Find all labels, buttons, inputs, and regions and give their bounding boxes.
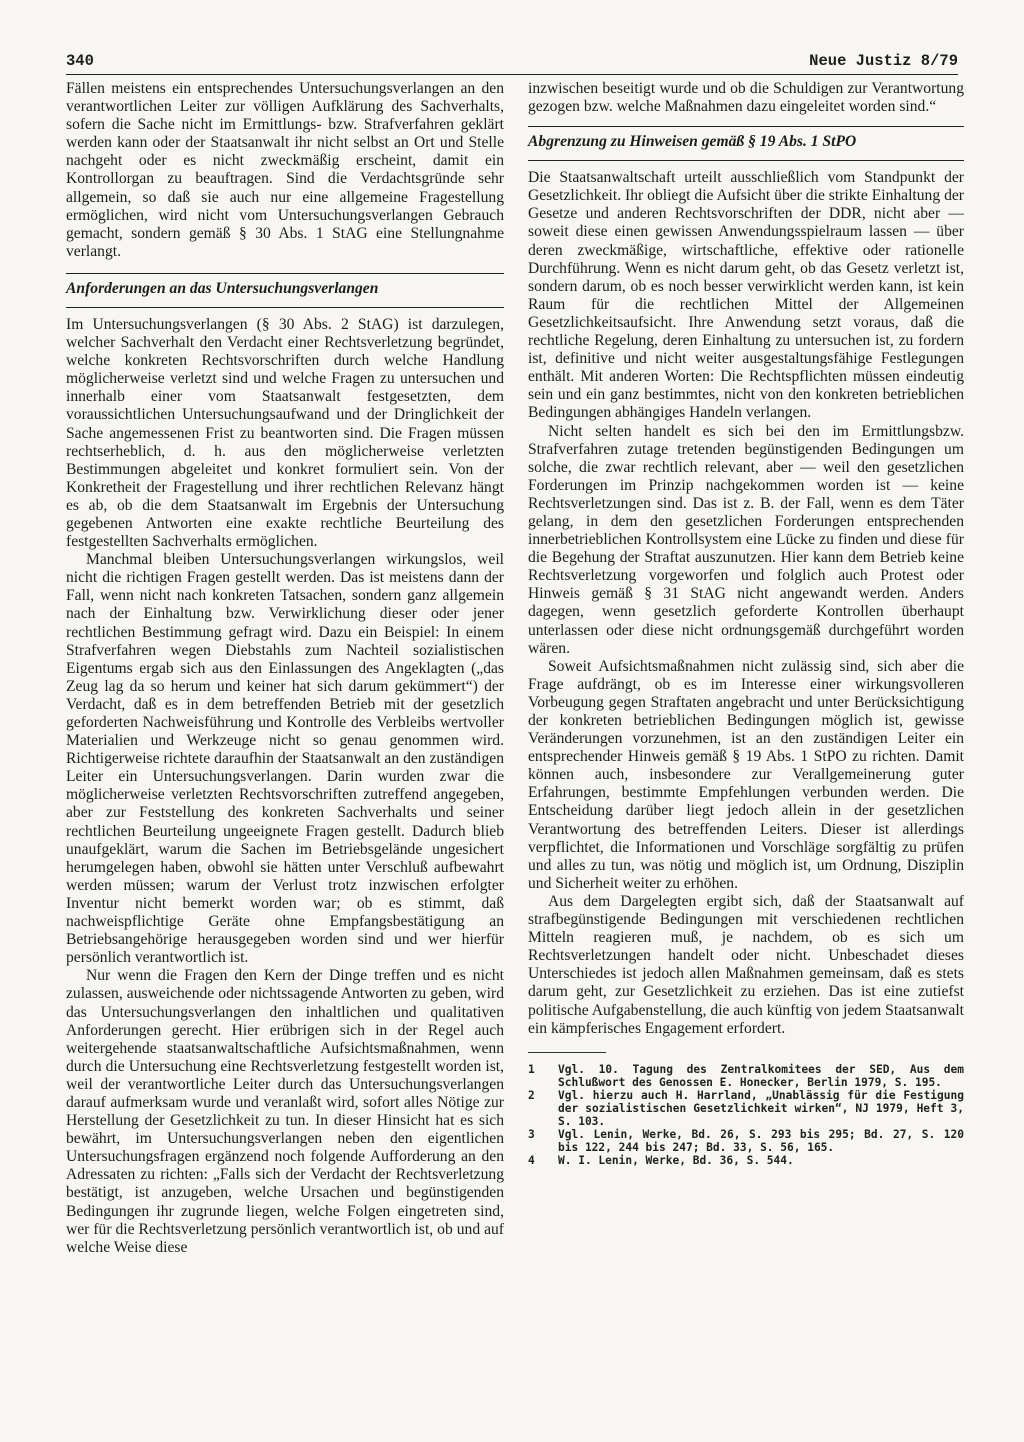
paragraph: Fällen meistens ein entsprechendes Untersuchungsverlangen an den verantwortlichen Leiter zur völligen Aufklärung des Sachverhalts, sofern die Sache nicht im Ermittlungs- bzw. Strafverfahren geklärt werden kann oder der Staatsanwalt ihr nicht selbst an Ort und Stelle nachgeht oder es nicht zweckmäßig erscheint, damit ein Kontrollorgan zu beauftragen. Sind die Verdachtsgründe sehr allgemein, so daß sie auch nur eine allgemeine Fragestellung ermöglichen, wird nicht vom Untersuchungsverlangen Gebrauch gemacht, sondern gemäß § 30 Abs. 1 StAG eine Stellungnahme verlangt. (66, 80, 504, 260)
footnote (528, 1154, 964, 1167)
footnote-number: 2 (528, 1088, 535, 1102)
right-column (528, 80, 964, 1167)
footnote-number: 3 (528, 1127, 535, 1141)
footnote (528, 1128, 964, 1154)
section-heading: Anforderungen an das Untersuchungsverlangen (66, 273, 504, 308)
paragraph: Die Staatsanwaltschaft urteilt ausschließlich vom Standpunkt der Gesetzlichkeit. Ihr obliegt die Aufsicht über die strikte Einhaltung der Gesetze und anderen Rechtsvorschriften der DDR, nicht aber — soweit diese einen gewissen Anwendungsspielraum lassen — über deren zweckmäßige, wirtschaftliche, effektive oder rationelle Durchführung. Wenn es nicht darum geht, ob das Gesetz verletzt ist, sondern darum, ob es noch besser verwirklicht werden kann, ist kein Raum für die rechtlichen Mittel der Allgemeinen Gesetzlichkeitsaufsicht. Ihre Anwendung setzt voraus, daß die rechtliche Regelung, deren Einhaltung zu untersuchen ist, zu fordern ist, definitive und nicht weiter ausgestaltungsfähige Festlegungen enthält. Mit anderen Worten: Die Rechtspflichten müssen eindeutig sein und ein ganz bestimmtes, nicht von den konkreten betrieblichen Bedingungen abhängiges Handeln verlangen. (528, 169, 964, 422)
footnote-number: 1 (528, 1062, 535, 1076)
footnote-text: W. I. Lenin, Werke, Bd. 36, S. 544. (558, 1153, 794, 1167)
paragraph: Manchmal bleiben Untersuchungsverlangen wirkungslos, weil nicht die richtigen Fragen gestellt werden. Das ist meistens dann der Fall, wenn nicht nach konkreten Tatsachen, sondern ganz allgemein nach der Einhaltung bzw. Verwirklichung dieser oder jener rechtlichen Bestimmung gefragt wird. Dazu ein Beispiel: In einem Strafverfahren wegen Diebstahls zum Nachteil sozialistischen Eigentums ergab sich aus den Einlassungen des Angeklagten („das Zeug lag da so herum und keiner hat sich darum gekümmert“) der Verdacht, daß es in dem betreffenden Betrieb mit der gesetzlich geforderten Nachweisführung und Kontrolle des Verbleibs wertvoller Materialien und Werkzeuge nicht so genau genommen wird. Richtigerweise richtete daraufhin der Staatsanwalt an den zuständigen Leiter ein Untersuchungsverlangen. Darin wurden zwar die möglicherweise verletzten Rechtsvorschriften zutreffend angegeben, aber zur Feststellung des konkreten Sachverhalts und seiner rechtlichen Beurteilung ungeeignete Fragen gestellt. Dadurch blieb unaufgeklärt, warum die Sachen im Betriebsgelände ungesichert herumgelegen haben, obwohl sie hätten unter Verschluß aufbewahrt werden müssen; warum der Verlust trotz inzwischen erfolgter Inventur nicht bemerkt worden war; ob es stimmt, daß nachweispflichtige Geräte ohne Empfangsbestätigung an Betriebsangehörige herausgegeben worden sind und wer hierfür persönlich verantwortlich ist. (66, 551, 504, 967)
footnote (528, 1089, 964, 1128)
paragraph: Nur wenn die Fragen den Kern der Dinge treffen und es nicht zulassen, ausweichende oder nichtssagende Antworten zu geben, wird das Untersuchungsverlangen den inhaltlichen und qualitativen Anforderungen gerecht. Hier erübrigen sich in der Regel auch weitergehende staatsanwaltschaftliche Aufsichtsmaßnahmen, wenn durch die Untersuchung eine Rechtsverletzung festgestellt worden ist, weil der verantwortliche Leiter durch das Untersuchungsverlangen darauf aufmerksam wurde und veranlaßt wird, sofort alles Nötige zur Herstellung der Gesetzlichkeit zu tun. In dieser Hinsicht hat es sich bewährt, im Untersuchungsverlangen neben den eigentlichen Untersuchungsfragen ergänzend noch folgende Aufforderung an den Adressaten zu richten: „Falls sich der Verdacht der Rechtsverletzung bestätigt, ist anzugeben, welche Ursachen und begünstigenden Bedingungen ihr zugrunde liegen, welche Folgen eingetreten sind, wer für die Rechtsverletzung persönlich verantwortlich ist, ob und auf welche Weise diese (66, 967, 504, 1256)
paragraph: Im Untersuchungsverlangen (§ 30 Abs. 2 StAG) ist darzulegen, welcher Sachverhalt den Verdacht einer Rechtsverletzung begründet, welche konkreten Rechtsvorschriften durch welche Handlung möglicherweise verletzt sind und welche Fragen zu untersuchen und innerhalb einer vom Staatsanwalt festgesetzten, dem voraussichtlichen Untersuchungsaufwand und der Dringlichkeit der Sache angemessenen Frist zu beantworten sind. Die Fragen müssen rechtserheblich, d. h. aus den möglicherweise verletzten Bestimmungen abgeleitet und konkret formuliert sein. Von der Konkretheit der Fragestellung und ihrer rechtlichen Relevanz hängt es ab, ob die dem Staatsanwalt im Ergebnis der Untersuchung gegebenen Antworten eine exakte rechtliche Beurteilung des festgestellten Sachverhalts ermöglichen. (66, 315, 504, 551)
running-header (66, 52, 958, 74)
header-rule (66, 74, 958, 75)
paragraph: inzwischen beseitigt wurde und ob die Schuldigen zur Verantwortung gezogen bzw. welche Maßnahmen dazu eingeleitet worden sind.“ (528, 80, 964, 116)
footnote-rule (528, 1052, 606, 1053)
page-number: 340 (66, 52, 94, 70)
left-column (66, 80, 504, 1257)
footnote (528, 1063, 964, 1089)
footnote-text: Vgl. hierzu auch H. Harrland, „Unablässig für die Festigung der sozialistischen Gesetzlichkeit wirken“, NJ 1979, Heft 3, S. 103. (558, 1088, 964, 1128)
footnote-number: 4 (528, 1153, 535, 1167)
section-heading: Abgrenzung zu Hinweisen gemäß § 19 Abs. 1 StPO (528, 126, 964, 161)
journal-issue: Neue Justiz 8/79 (809, 52, 958, 70)
footnote-text: Vgl. 10. Tagung des Zentralkomitees der SED, Aus dem Schlußwort des Genossen E. Honecker, Berlin 1979, S. 195. (558, 1062, 964, 1089)
footnote-text: Vgl. Lenin, Werke, Bd. 26, S. 293 bis 295; Bd. 27, S. 120 bis 122, 244 bis 247; Bd. 33, S. 56, 165. (558, 1127, 964, 1154)
paragraph: Aus dem Dargelegten ergibt sich, daß der Staatsanwalt auf strafbegünstigende Bedingungen mit verschiedenen rechtlichen Mitteln reagieren muß, je nachdem, ob es sich um Rechtsverletzungen handelt oder nicht. Unbeschadet dieses Unterschiedes ist jedoch allen Maßnahmen gemeinsam, daß es stets darum geht, zur Gesetzlichkeit zu erziehen. Das ist eine zutiefst politische Aufgabenstellung, die auch künftig von jedem Staatsanwalt ein kämpferisches Engagement erfordert. (528, 892, 964, 1037)
footnote-list (528, 1063, 964, 1167)
paragraph: Nicht selten handelt es sich bei den im Ermittlungsbzw. Strafverfahren zutage tretenden begünstigenden Bedingungen um solche, die zwar rechtlich relevant, aber — weil den gesetzlichen Forderungen im Prinzip nachgekommen worden ist — keine Rechtsverletzungen sind. Das ist z. B. der Fall, wenn es dem Täter gelang, in dem den gesetzlichen Forderungen entsprechenden innerbetrieblichen Kontrollsystem eine Lücke zu finden und diese für die Begehung der Straftat auszunutzen. Hier kann dem Betrieb keine Rechtsverletzung vorgeworfen und folglich auch Protest oder Hinweis gemäß § 31 StAG nicht angewandt werden. Anders dagegen, wenn gesetzlich geforderte Kontrollen überhaupt unterlassen oder diese nicht ordnungsgemäß durchgeführt worden wären. (528, 422, 964, 657)
paragraph: Soweit Aufsichtsmaßnahmen nicht zulässig sind, sich aber die Frage aufdrängt, ob es im Interesse einer wirkungsvolleren Vorbeugung gegen Straftaten angebracht und unter Berücksichtigung der konkreten betrieblichen Bedingungen möglich ist, gewisse Veränderungen vorzunehmen, ist an den zuständigen Leiter ein entsprechender Hinweis gemäß § 19 Abs. 1 StPO zu richten. Damit können auch, insbesondere zur Verallgemeinerung guter Erfahrungen, bestimmte Empfehlungen verbunden werden. Die Entscheidung darüber liegt jedoch allein in der gesetzlichen Verantwortung des betreffenden Leiters. Dieser ist allerdings verpflichtet, die Informationen und Vorschläge sorgfältig zu prüfen und alles zu tun, was nötig und möglich ist, um Ordnung, Disziplin und Sicherheit weiter zu erhöhen. (528, 657, 964, 892)
